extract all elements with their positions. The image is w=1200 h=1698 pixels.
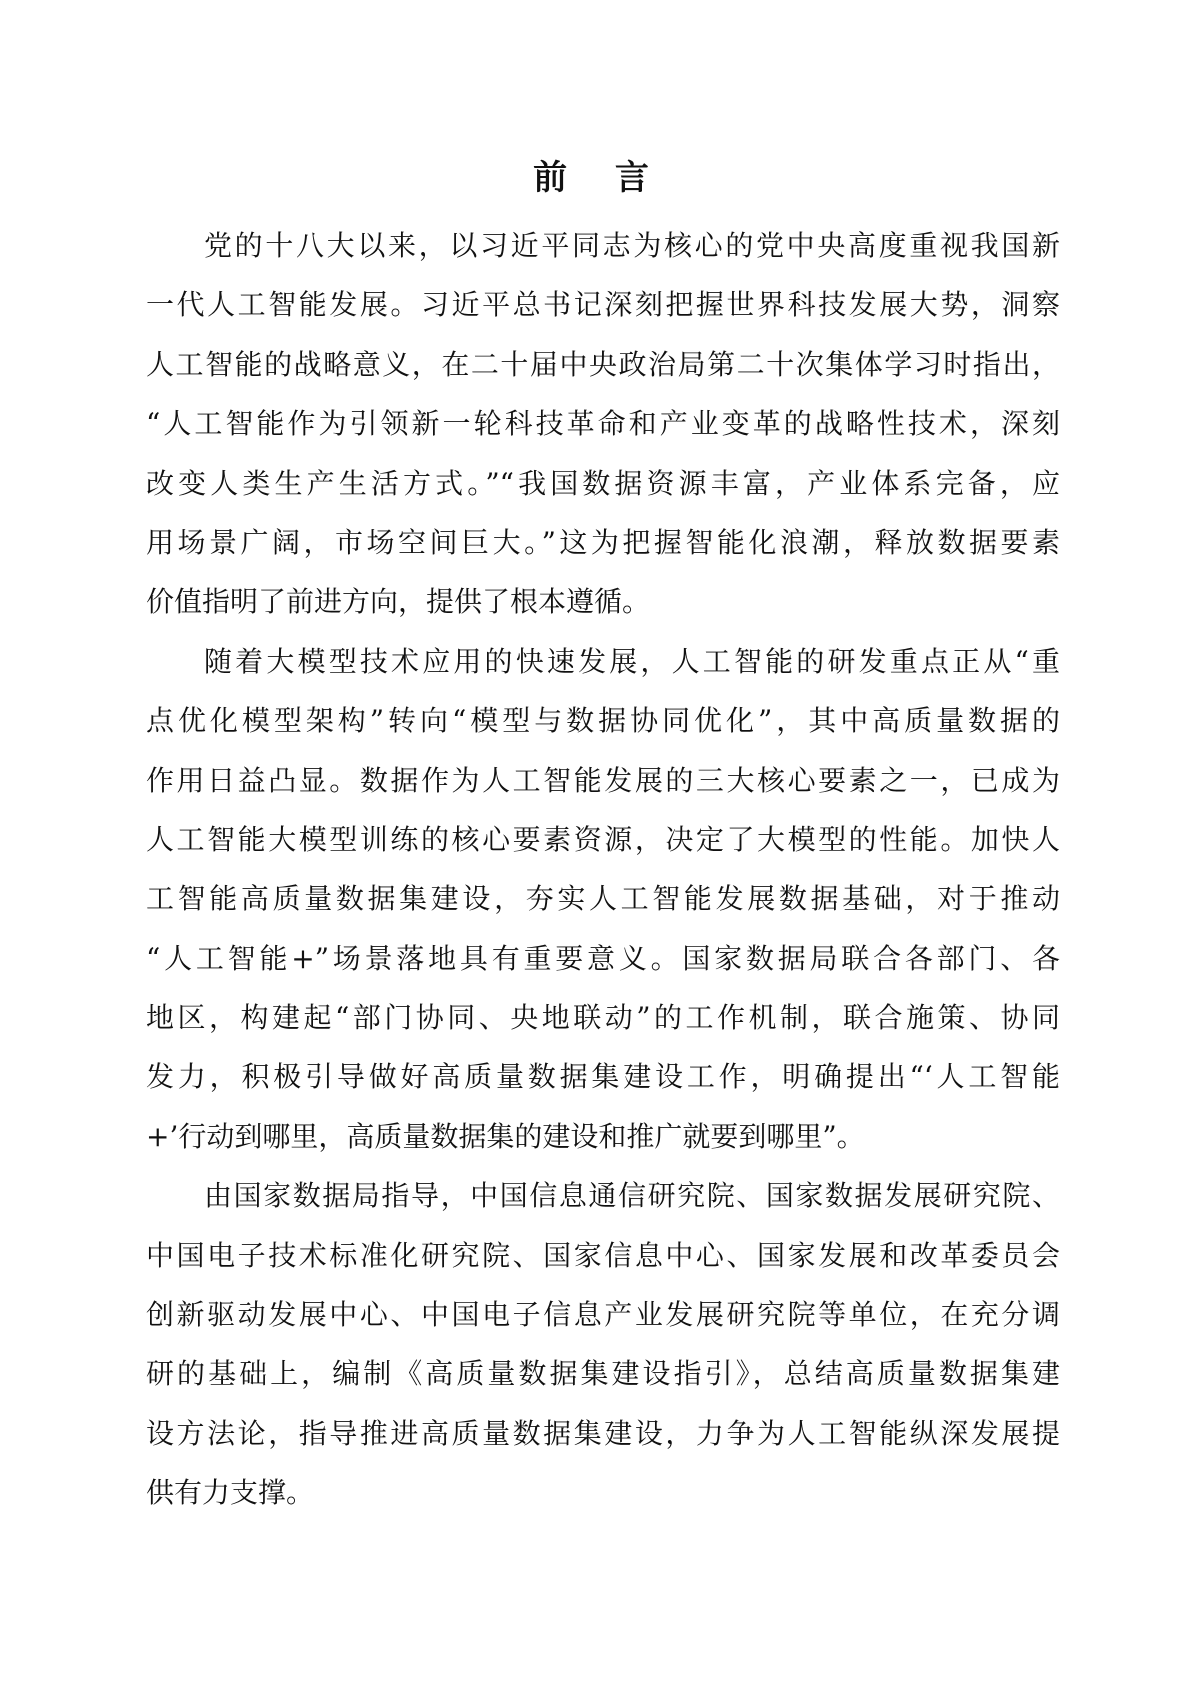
paragraph-line: 人工智能大模型训练的核心要素资源，决定了大模型的性能。加快人 — [146, 822, 1060, 856]
paragraph-line: 一代人工智能发展。习近平总书记深刻把握世界科技发展大势，洞察 — [146, 288, 1060, 322]
paragraph-line: “人工智能作为引领新一轮科技革命和产业变革的战略性技术，深刻 — [146, 407, 1060, 441]
paragraph-line: 用场景广阔，市场空间巨大。”这为把握智能化浪潮，释放数据要素 — [146, 525, 1060, 559]
paragraph-line: 改变人类生产生活方式。”“我国数据资源丰富，产业体系完备，应 — [146, 466, 1060, 500]
paragraph-1 — [146, 216, 1060, 632]
paragraph-line: 工智能高质量数据集建设，夯实人工智能发展数据基础，对于推动 — [146, 882, 1060, 916]
paragraph-line: 供有力支撑。 — [146, 1476, 315, 1510]
paragraph-line: 发力，积极引导做好高质量数据集建设工作，明确提出“‘人工智能 — [146, 1060, 1060, 1094]
paragraph-line: 点优化模型架构”转向“模型与数据协同优化”，其中高质量数据的 — [146, 704, 1060, 738]
paragraph-line: 党的十八大以来，以习近平同志为核心的党中央高度重视我国新 — [204, 229, 1060, 262]
paragraph-line: 创新驱动发展中心、中国电子信息产业发展研究院等单位，在充分调 — [146, 1298, 1060, 1332]
document-body — [146, 216, 1060, 1523]
paragraph-line: 中国电子技术标准化研究院、国家信息中心、国家发展和改革委员会 — [146, 1238, 1060, 1272]
paragraph-line: 由国家数据局指导，中国信息通信研究院、国家数据发展研究院、 — [204, 1179, 1060, 1213]
paragraph-line: 作用日益凸显。数据作为人工智能发展的三大核心要素之一，已成为 — [146, 763, 1060, 797]
paragraph-line: 价值指明了前进方向，提供了根本遵循。 — [146, 585, 651, 619]
paragraph-line: 人工智能的战略意义，在二十届中央政治局第二十次集体学习时指出， — [146, 347, 1060, 381]
paragraph-3 — [146, 1166, 1060, 1522]
page-title: 前 言 — [533, 158, 667, 198]
paragraph-line: 随着大模型技术应用的快速发展，人工智能的研发重点正从“重 — [204, 644, 1060, 678]
paragraph-line: 地区，构建起“部门协同、央地联动”的工作机制，联合施策、协同 — [146, 1001, 1060, 1035]
paragraph-line: 研的基础上，编制《高质量数据集建设指引》，总结高质量数据集建 — [146, 1357, 1060, 1391]
paragraph-2 — [146, 632, 1060, 1167]
paragraph-line: +’行动到哪里，高质量数据集的建设和推广就要到哪里”。 — [146, 1119, 865, 1153]
paragraph-line: 设方法论，指导推进高质量数据集建设，力争为人工智能纵深发展提 — [146, 1416, 1060, 1450]
paragraph-line: “人工智能+”场景落地具有重要意义。国家数据局联合各部门、各 — [146, 941, 1060, 975]
